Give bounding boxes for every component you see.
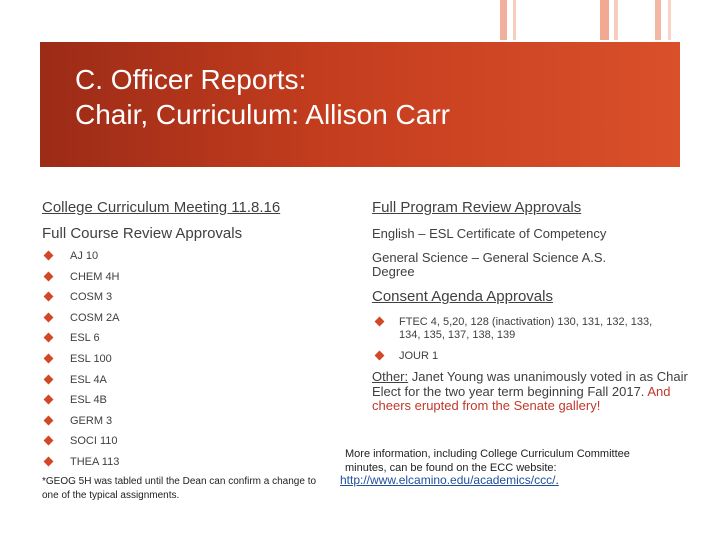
diamond-bullet-icon [44, 456, 54, 466]
list-item: CHEM 4H [45, 270, 120, 291]
list-item: FTEC 4, 5,20, 128 (inactivation) 130, 131, 132, 133, 134, 135, 137, 138, 139 [373, 316, 673, 342]
course-list [45, 249, 120, 476]
program-item-2-line-1: General Science – General Science A.S. [372, 250, 607, 265]
diamond-bullet-icon [44, 374, 54, 384]
diamond-bullet-icon [44, 395, 54, 405]
ecc-website-link[interactable]: http://www.elcamino.edu/academics/ccc/. [340, 473, 559, 487]
list-item: COSM 2A [45, 311, 120, 332]
list-item: ESL 4A [45, 373, 120, 394]
meeting-heading: College Curriculum Meeting 11.8.16 [42, 199, 281, 216]
diamond-bullet-icon [44, 312, 54, 322]
footnote: *GEOG 5H was tabled until the Dean can confirm a change to one of the typical assignments. [42, 476, 317, 501]
course-review-heading: Full Course Review Approvals [42, 225, 243, 242]
list-item: ESL 4B [45, 393, 120, 414]
more-info: More information, including College Curriculum Committee minutes, can be found on the ECC website: [345, 448, 630, 474]
title-line-2: Chair, Curriculum: Allison Carr [75, 99, 450, 130]
slide-title [75, 62, 450, 132]
diamond-bullet-icon [44, 436, 54, 446]
diamond-bullet-icon [44, 333, 54, 343]
other-note [372, 370, 692, 414]
diamond-bullet-icon [44, 251, 54, 261]
list-item: SOCI 110 [45, 434, 120, 455]
diamond-bullet-icon [44, 292, 54, 302]
list-item: ESL 100 [45, 352, 120, 373]
list-item: AJ 10 [45, 249, 120, 270]
diamond-bullet-icon [44, 415, 54, 425]
consent-list [373, 316, 673, 371]
diamond-bullet-icon [375, 317, 385, 327]
diamond-bullet-icon [44, 271, 54, 281]
list-item: COSM 3 [45, 290, 120, 311]
diamond-bullet-icon [375, 351, 385, 361]
list-item: JOUR 1 [373, 350, 673, 363]
program-item-1: English – ESL Certificate of Competency [372, 226, 607, 241]
program-review-heading: Full Program Review Approvals [372, 199, 582, 216]
other-text: Janet Young was unanimously voted in as Chair Elect for the two year term beginning Fall 2017. [372, 369, 688, 399]
other-red-text: And cheers erupted from the Senate gallery! [372, 383, 671, 413]
list-item: ESL 6 [45, 331, 120, 352]
other-label: Other: [372, 369, 409, 384]
consent-agenda-heading: Consent Agenda Approvals [372, 288, 553, 305]
list-item: GERM 3 [45, 414, 120, 435]
title-line-1: C. Officer Reports: [75, 64, 307, 95]
program-item-2-line-2: Degree [372, 264, 415, 279]
list-item: THEA 113 [45, 455, 120, 476]
decorative-stripes [0, 0, 720, 40]
diamond-bullet-icon [44, 354, 54, 364]
